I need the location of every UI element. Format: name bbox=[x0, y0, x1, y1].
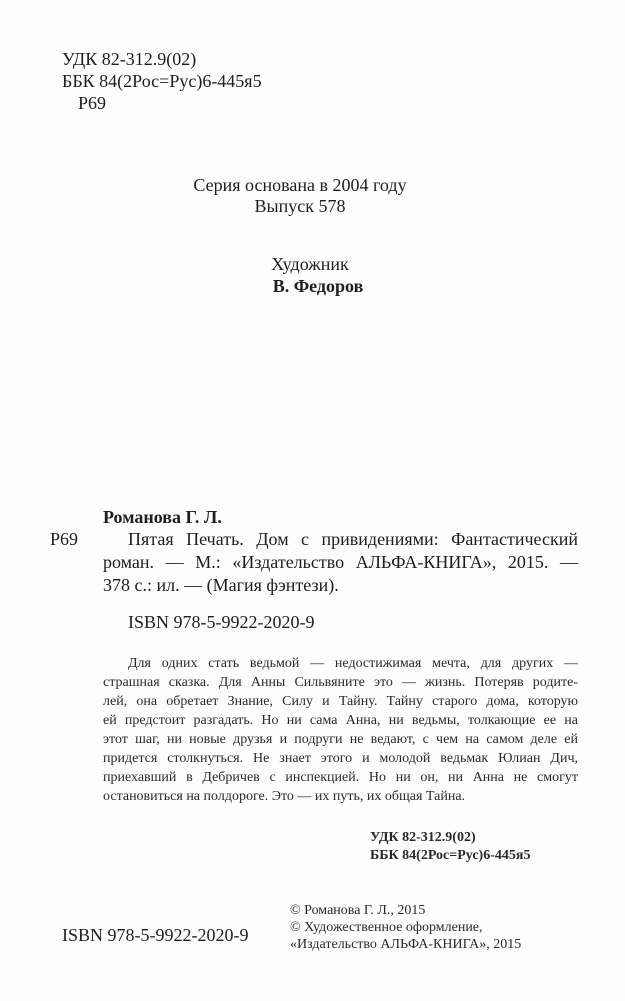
copyright-line: «Издательство АЛЬФА-КНИГА», 2015 bbox=[290, 937, 522, 952]
annotation-line: Для одних стать ведьмой — недостижимая мечта, для других — bbox=[128, 656, 578, 671]
artist-name: В. Федоров bbox=[272, 276, 364, 296]
record-line: роман. — М.: «Издательство АЛЬФА-КНИГА», 2015. — bbox=[103, 552, 578, 572]
bottom-udk: УДК 82-312.9(02) bbox=[370, 830, 476, 845]
annotation-line: придется столкнуться. Не знает этого и молодой ведьмак Юлиан Дич, bbox=[103, 751, 578, 766]
annotation-line: страшная сказка. Для Анны Сильвяните это — жизнь. Потеряв родите- bbox=[103, 675, 578, 690]
bottom-bbk: ББК 84(2Рос=Рус)6-445я5 bbox=[370, 848, 531, 863]
annotation-line: этот шаг, ни новые друзья и подруги не ведают, с чем на самом деле ей bbox=[103, 732, 578, 747]
record-line: 378 с.: ил. — (Магия фэнтези). bbox=[103, 575, 339, 595]
series-issue: Выпуск 578 bbox=[254, 196, 346, 216]
record-isbn: ISBN 978-5-9922-2020-9 bbox=[128, 612, 315, 632]
record-code: Р69 bbox=[50, 529, 79, 549]
author-mark: Р69 bbox=[78, 93, 107, 113]
bbk-code: ББК 84(2Рос=Рус)6-445я5 bbox=[62, 71, 262, 91]
udk-code: УДК 82-312.9(02) bbox=[62, 49, 197, 69]
annotation-line: ей предстоит разгадать. Но ни сама Анна, ни ведьмы, толкающие ее на bbox=[103, 713, 578, 728]
bottom-isbn: ISBN 978-5-9922-2020-9 bbox=[62, 925, 249, 945]
annotation-line: приехавший в Дебричев с инспекцией. Но ни он, ни Анна не смогут bbox=[103, 770, 578, 785]
record-author: Романова Г. Л. bbox=[103, 507, 222, 527]
copyright-line: © Романова Г. Л., 2015 bbox=[290, 903, 426, 918]
artist-label: Художник bbox=[271, 254, 349, 274]
annotation-line: остановиться на полдороге. Это — их путь, их общая Тайна. bbox=[103, 789, 466, 804]
series-founded: Серия основана в 2004 году bbox=[193, 175, 407, 195]
copyright-line: © Художественное оформление, bbox=[290, 920, 483, 935]
record-line: Пятая Печать. Дом с привидениями: Фантастический bbox=[128, 529, 578, 549]
annotation-line: лей, она обретает Знание, Силу и Тайну. Тайну старого дома, которую bbox=[103, 694, 578, 709]
